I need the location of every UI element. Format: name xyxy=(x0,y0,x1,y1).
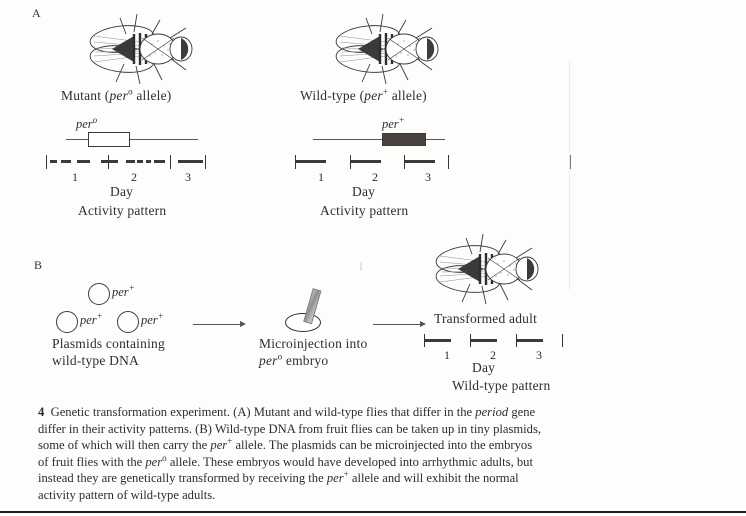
day-axis-label: Day xyxy=(352,184,376,199)
panel-b-letter: B xyxy=(34,258,43,272)
activity-bout xyxy=(517,339,543,342)
activity-bout xyxy=(126,160,135,163)
activity-bout xyxy=(425,339,451,342)
day-tick-label: 2 xyxy=(490,348,496,362)
mutant-gene-construct-label xyxy=(76,114,98,132)
activity-bout xyxy=(137,160,143,163)
day-tick-label: 3 xyxy=(536,348,542,362)
mutant-fly-label xyxy=(61,88,171,104)
wildtype-gene-box xyxy=(382,133,426,146)
injection-caption-post: embryo xyxy=(282,353,329,368)
wildtype-gene-construct-label xyxy=(382,114,405,132)
plasmid-label xyxy=(80,310,103,328)
plasmid-gene-sup: + xyxy=(128,282,135,293)
activity-pattern-caption: Activity pattern xyxy=(320,203,409,218)
caption-number: 4 xyxy=(38,405,45,419)
mutant-label-pre: Mutant ( xyxy=(61,88,110,103)
stray-tick-mark xyxy=(570,155,571,169)
activity-pattern-caption: Activity pattern xyxy=(78,203,167,218)
arrow-head xyxy=(420,321,426,327)
activity-bout xyxy=(61,160,71,163)
scan-artifact-line xyxy=(569,60,570,290)
actogram-tick-end xyxy=(562,334,563,347)
plasmid-circle xyxy=(88,283,110,305)
activity-bout xyxy=(190,160,203,163)
actogram-tick-day3 xyxy=(170,155,171,169)
actogram-tick-end xyxy=(448,155,449,169)
mutant-fly-illustration xyxy=(82,8,200,90)
plasmid-circle xyxy=(117,311,139,333)
embryo-oval xyxy=(285,313,321,332)
day-tick-label: 3 xyxy=(185,170,191,184)
wildtype-gene-sup: + xyxy=(398,114,405,125)
caption-body: (A) Mutant and wild-type flies that differ in the period gene differ in their activity patterns. (B) Wild-type DNA from fruit flies can be taken up in tiny plasmids, some of which will then carry the per+ allele. The plasmids can be microinjected into the embryos of fruit flies with the per$^o$ allele. These embryos would have developed into arrhythmic adults, but instead they are genetically transformed by receiving the per+ allele and will exhibit the normal activity pattern of wild-type adults. xyxy=(38,405,542,502)
activity-bout xyxy=(296,160,326,163)
plasmid-gene-name: per xyxy=(80,313,97,327)
plasmid-caption-line1: Plasmids containing xyxy=(52,336,165,351)
wildtype-label-post: allele) xyxy=(388,88,427,103)
wildtype-pattern-caption: Wild-type pattern xyxy=(452,378,551,393)
mutant-gene-box xyxy=(88,132,130,147)
mutant-label-gene: per xyxy=(109,88,129,103)
day-tick-label: 1 xyxy=(72,170,78,184)
wildtype-fly-illustration xyxy=(328,8,446,90)
arrow-shaft xyxy=(193,324,241,325)
activity-bout xyxy=(77,160,90,163)
figure-caption xyxy=(38,404,543,504)
scan-speck xyxy=(360,262,362,271)
wildtype-gene-name: per xyxy=(382,117,399,131)
day-tick-label: 2 xyxy=(131,170,137,184)
actogram-tick-end xyxy=(205,155,206,169)
day-tick-label: 3 xyxy=(425,170,431,184)
mutant-gene-name: per xyxy=(76,117,93,131)
arrow-head xyxy=(240,321,246,327)
plasmid-circle xyxy=(56,311,78,333)
mutant-label-gene-sup: o xyxy=(128,86,133,97)
activity-bout xyxy=(351,160,381,163)
activity-bout xyxy=(154,160,165,163)
day-tick-label: 1 xyxy=(444,348,450,362)
wildtype-label-gene-sup: + xyxy=(382,86,389,97)
plasmid-caption-line2: wild-type DNA xyxy=(52,353,139,368)
activity-bout xyxy=(101,160,118,163)
day-tick-label: 1 xyxy=(318,170,324,184)
injection-caption-line1: Microinjection into xyxy=(259,336,368,351)
page-bottom-rule xyxy=(0,511,746,513)
day-tick-label: 2 xyxy=(372,170,378,184)
activity-bout xyxy=(471,339,497,342)
activity-bout xyxy=(405,160,435,163)
wildtype-label-gene: per xyxy=(364,88,383,103)
activity-bout xyxy=(50,160,57,163)
arrow-shaft xyxy=(373,324,421,325)
injection-gene-name: per xyxy=(259,353,278,368)
activity-bout xyxy=(146,160,151,163)
wildtype-label-pre: Wild-type ( xyxy=(300,88,365,103)
wildtype-fly-label xyxy=(300,88,427,104)
actogram-tick-start xyxy=(46,155,47,169)
plasmid-gene-sup: + xyxy=(157,310,164,321)
plasmid-gene-sup: + xyxy=(96,310,103,321)
injection-gene-sup: o xyxy=(277,351,283,362)
transformed-fly-illustration xyxy=(428,228,546,310)
mutant-dna-line xyxy=(66,139,198,140)
plasmid-label xyxy=(141,310,164,328)
panel-a-letter: A xyxy=(32,6,41,20)
plasmid-gene-name: per xyxy=(112,285,129,299)
day-axis-label: Day xyxy=(472,360,496,375)
caption-title: Genetic transformation experiment. xyxy=(50,405,230,419)
day-axis-label: Day xyxy=(110,184,134,199)
plasmid-gene-name: per xyxy=(141,313,158,327)
mutant-label-post: allele) xyxy=(132,88,172,103)
injection-caption-line2 xyxy=(259,353,328,369)
mutant-gene-sup: o xyxy=(92,114,98,125)
plasmid-label xyxy=(112,282,135,300)
transformed-adult-label: Transformed adult xyxy=(434,311,538,326)
